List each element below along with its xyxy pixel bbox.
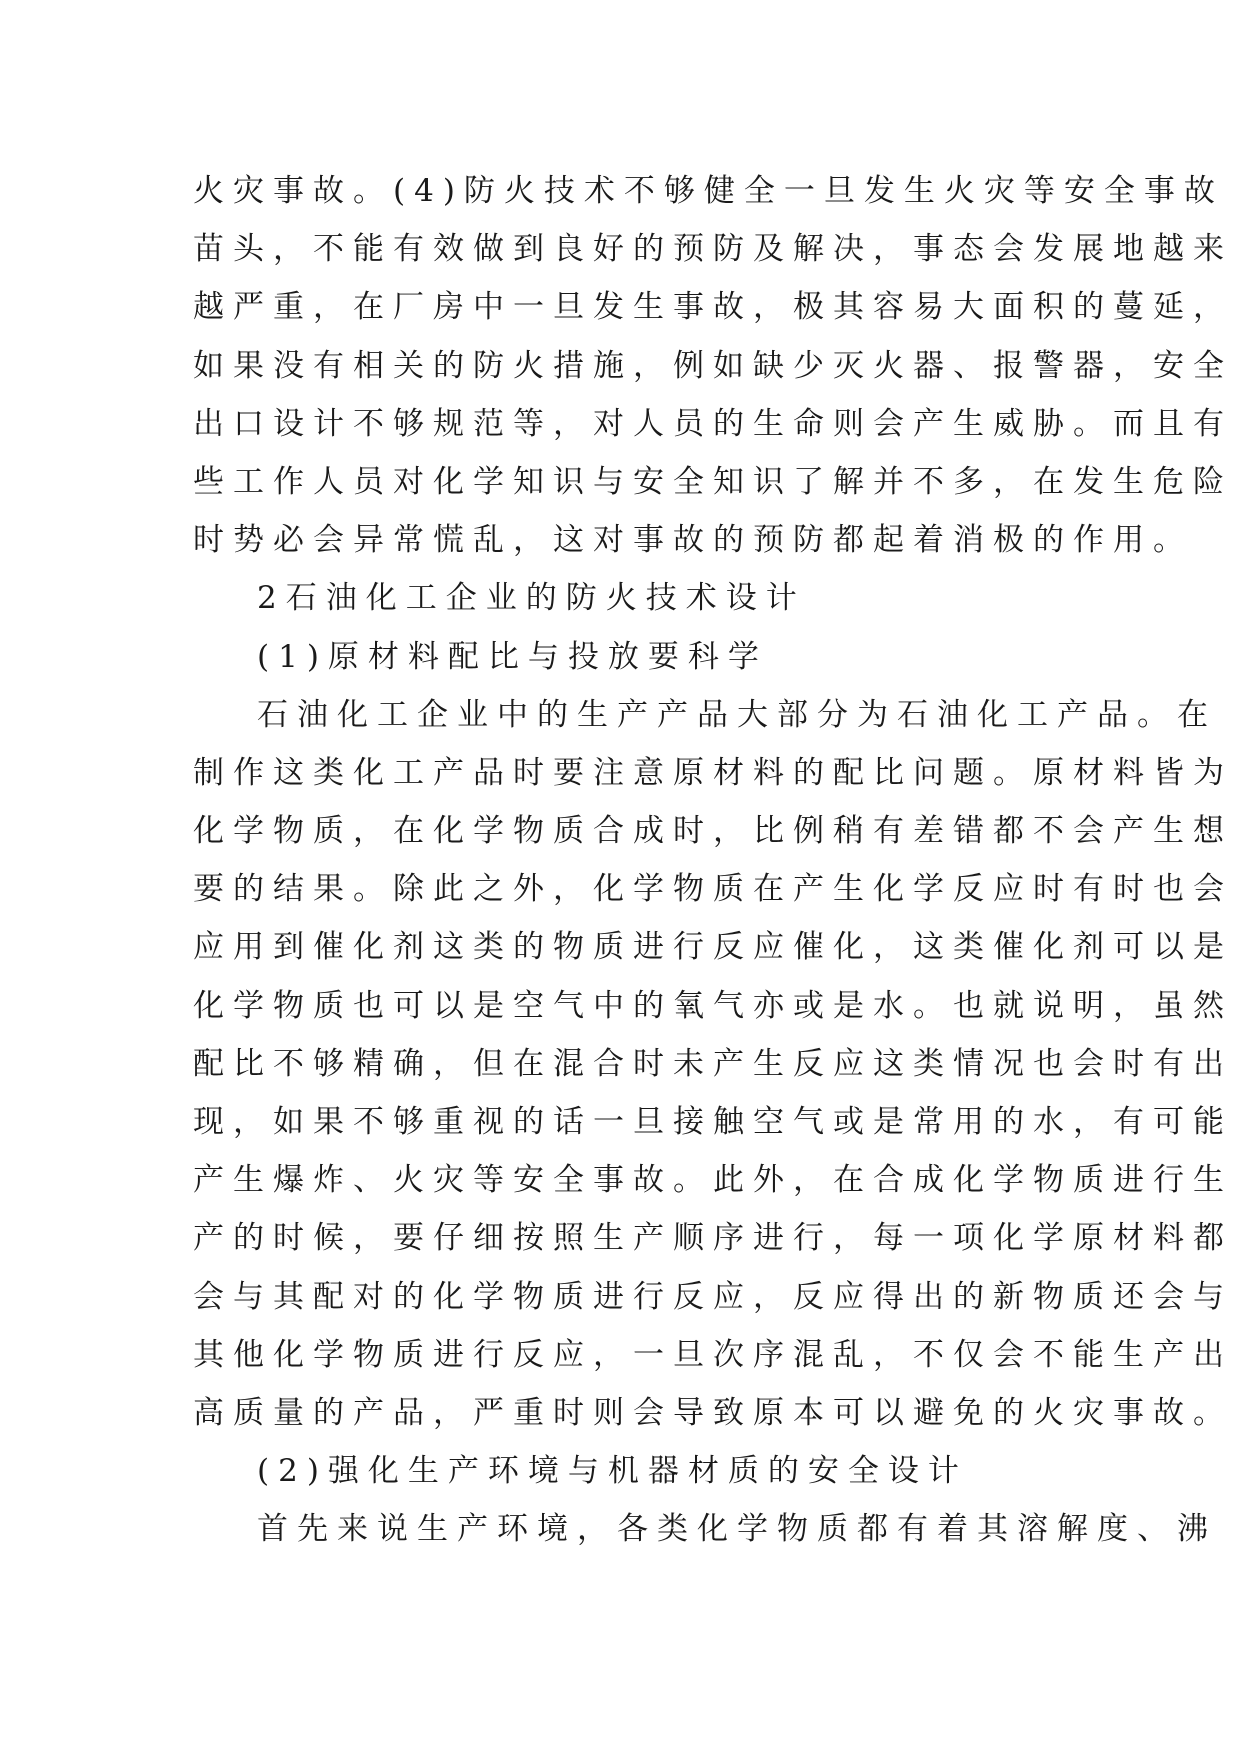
text-line: 时势必会异常慌乱，这对事故的预防都起着消极的作用。 xyxy=(193,522,1193,559)
text-line: 配比不够精确，但在混合时未产生反应这类情况也会时有出 xyxy=(193,1045,1233,1082)
text-line: 石油化工企业中的生产产品大部分为石油化工产品。在 xyxy=(257,696,1217,733)
text-line: 其他化学物质进行反应，一旦次序混乱，不仅会不能生产出 xyxy=(193,1336,1233,1373)
text-line: 高质量的产品，严重时则会导致原本可以避免的火灾事故。 xyxy=(193,1394,1233,1431)
subsection-heading: (2)强化生产环境与机器材质的安全设计 xyxy=(257,1453,968,1490)
text-line: 化学物质，在化学物质合成时，比例稍有差错都不会产生想 xyxy=(193,813,1233,850)
document-body xyxy=(193,162,1233,1559)
text-line: 如果没有相关的防火措施，例如缺少灭火器、报警器，安全 xyxy=(193,347,1233,384)
text-line: 首先来说生产环境，各类化学物质都有着其溶解度、沸 xyxy=(257,1511,1217,1548)
text-line: 应用到催化剂这类的物质进行反应催化，这类催化剂可以是 xyxy=(193,929,1233,966)
text-line: 些工作人员对化学知识与安全知识了解并不多，在发生危险 xyxy=(193,463,1233,500)
text-line: 制作这类化工产品时要注意原材料的配比问题。原材料皆为 xyxy=(193,754,1233,791)
text-line: 现，如果不够重视的话一旦接触空气或是常用的水，有可能 xyxy=(193,1104,1233,1140)
text-line: 产的时候，要仔细按照生产顺序进行，每一项化学原材料都 xyxy=(193,1220,1233,1257)
text-line: 化学物质也可以是空气中的氧气亦或是水。也就说明，虽然 xyxy=(193,987,1233,1024)
text-line: 越严重，在厂房中一旦发生事故，极其容易大面积的蔓延， xyxy=(193,289,1233,326)
section-heading: 2石油化工企业的防火技术设计 xyxy=(257,580,806,617)
text-line: 出口设计不够规范等，对人员的生命则会产生威胁。而且有 xyxy=(193,405,1233,442)
text-line: 要的结果。除此之外，化学物质在产生化学反应时有时也会 xyxy=(193,871,1233,908)
text-line: 苗头，不能有效做到良好的预防及解决，事态会发展地越来 xyxy=(193,231,1233,268)
subsection-heading: (1)原材料配比与投放要科学 xyxy=(257,638,768,675)
text-line: 产生爆炸、火灾等安全事故。此外，在合成化学物质进行生 xyxy=(193,1162,1233,1199)
text-line: 会与其配对的化学物质进行反应，反应得出的新物质还会与 xyxy=(193,1278,1233,1315)
text-line: 火灾事故。(4)防火技术不够健全一旦发生火灾等安全事故 xyxy=(193,173,1224,209)
